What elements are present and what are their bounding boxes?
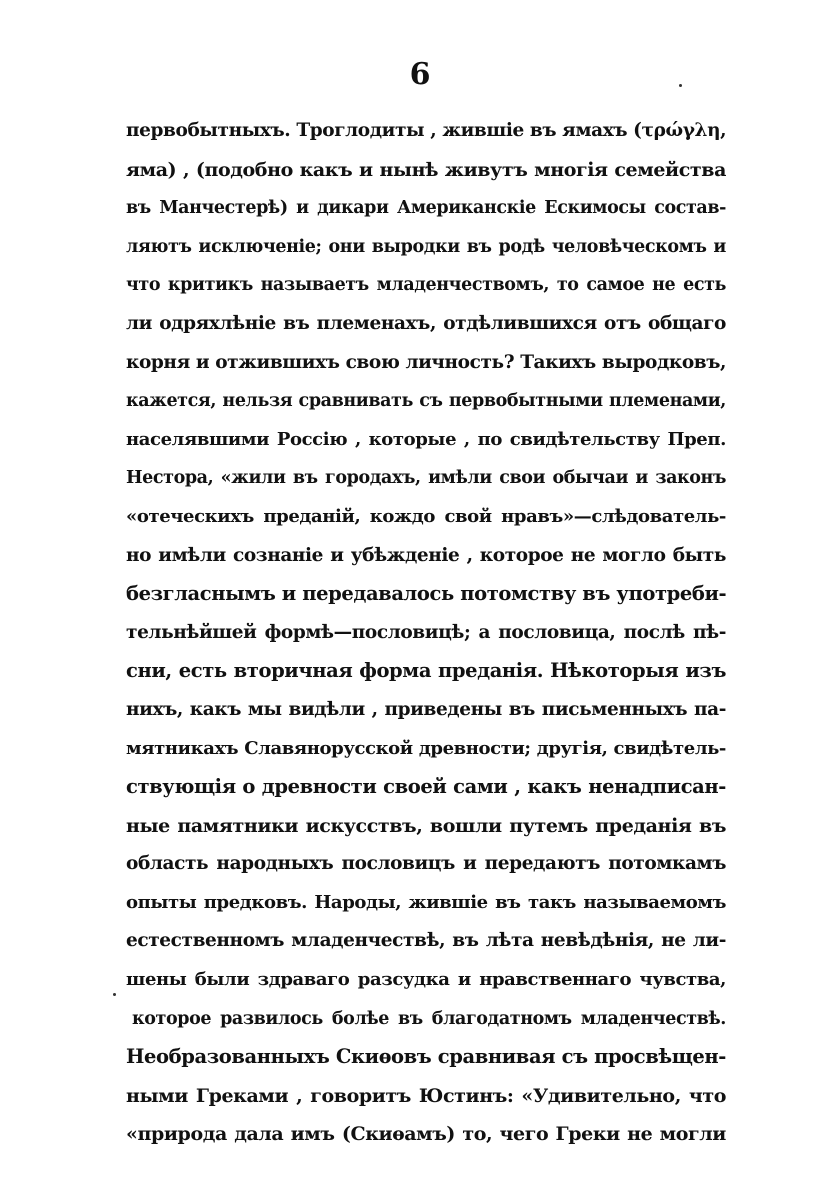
- text-line: кажется, нельзя сравнивать съ первобытными племенами,: [126, 391, 726, 412]
- text-line: корня и отжившихъ свою личность? Такихъ выродковъ,: [126, 351, 727, 373]
- text-line: ными Греками , говоритъ Юстинъ: «Удивительно, что: [126, 1084, 726, 1107]
- text-line: тельнѣйшей формѣ—пословицѣ; а пословица, послѣ пѣ-: [126, 621, 726, 643]
- text-line: мятникахъ Славянорусской древности; другія, свидѣтель-: [126, 737, 726, 759]
- text-line: въ Манчестерѣ) и дикари Американскіе Ескимосы состав-: [126, 198, 726, 219]
- text-line: «природа дала имъ (Скиѳамъ) то, чего Греки не могли: [126, 1123, 726, 1146]
- page-number: 6: [409, 57, 431, 92]
- text-line: Нестора, «жили въ городахъ, имѣли свои обычаи и законъ: [126, 468, 726, 489]
- text-line: яма) , (подобно какъ и нынѣ живутъ многія семейства: [126, 158, 726, 181]
- body-text: [126, 112, 726, 1154]
- text-line: естественномъ младенчествѣ, въ лѣта невѣдѣнія, не ли-: [126, 930, 726, 952]
- text-line: «отеческихъ преданій, кождо свой нравъ»—слѣдователь-: [126, 505, 726, 527]
- text-line: что критикъ называетъ младенчествомъ, то самое не есть: [126, 275, 726, 296]
- text-line: шены были здраваго разсудка и нравственнаго чувства,: [126, 969, 726, 991]
- text-line: населявшими Россію , которые , по свидѣтельству Преп.: [126, 428, 726, 450]
- print-speck: [113, 993, 116, 996]
- text-line: Необразованныхъ Скиѳовъ сравнивая съ просвѣщен-: [126, 1045, 726, 1069]
- print-speck: [679, 84, 682, 87]
- text-line: опыты предковъ. Народы, жившіе въ такъ называемомъ: [126, 891, 726, 913]
- text-line: нихъ, какъ мы видѣли , приведены въ письменныхъ па-: [126, 698, 726, 720]
- text-line: первобытныхъ. Троглодиты , жившіе въ ямахъ (τρώγλη,: [126, 120, 727, 141]
- text-line: сни, есть вторичная форма преданія. Нѣкоторыя изъ: [126, 659, 726, 683]
- text-line: область народныхъ пословицъ и передаютъ потомкамъ: [126, 853, 726, 875]
- text-line: которое развилось болѣе въ благодатномъ младенчествѣ.: [132, 1008, 726, 1029]
- text-line: ли одряхлѣніе въ племенахъ, отдѣлившихся отъ общаго: [126, 312, 726, 334]
- text-line: ляютъ исключеніе; они выродки въ родѣ человѣческомъ и: [126, 236, 726, 257]
- text-line: безгласнымъ и передавалось потомству въ употреби-: [126, 582, 727, 606]
- text-line: ствующія о древности своей сами , какъ ненадписан-: [126, 775, 726, 799]
- text-line: ные памятники искусствъ, вошли путемъ преданія въ: [126, 814, 726, 837]
- text-line: но имѣли сознаніе и убѣжденіе , которое не могло быть: [126, 544, 726, 566]
